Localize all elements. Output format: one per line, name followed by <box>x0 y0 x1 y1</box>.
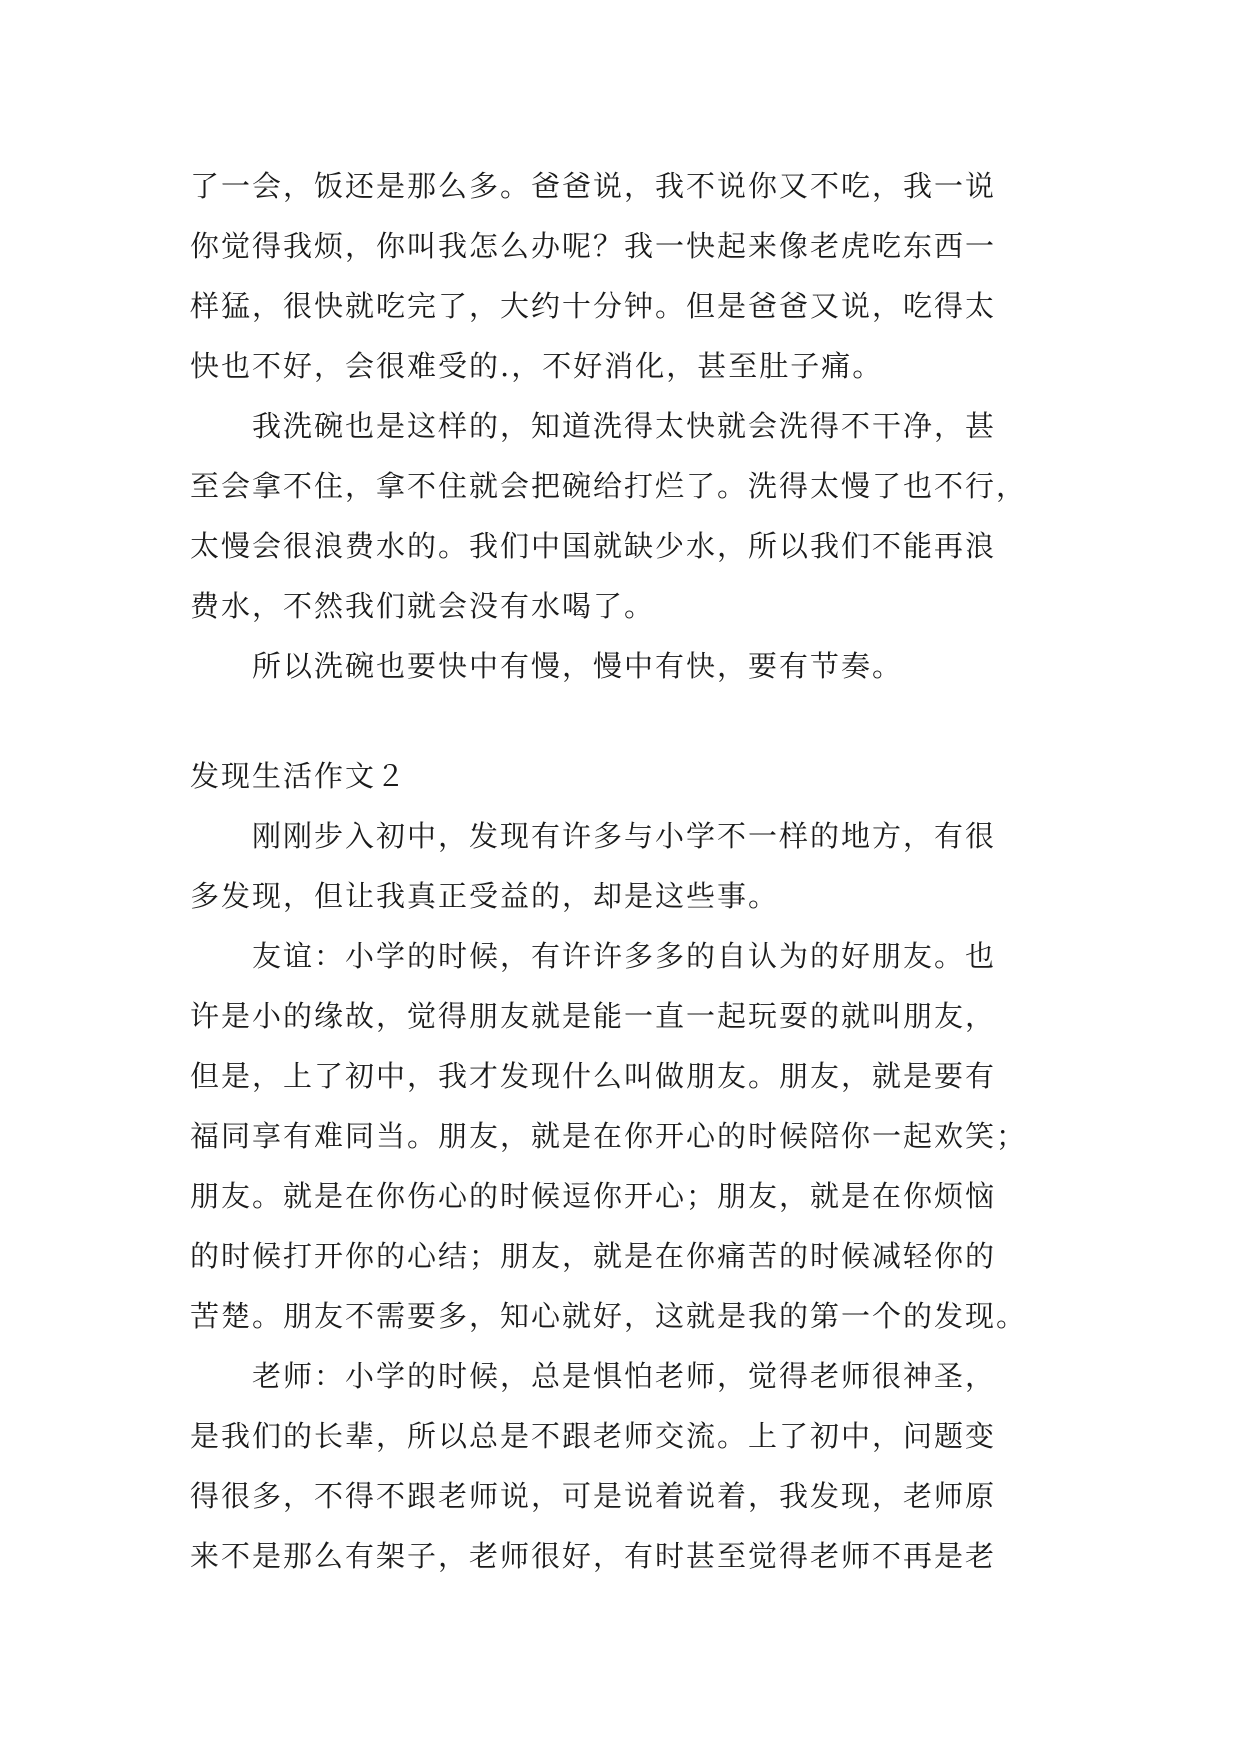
paragraph-line: 老师：小学的时候，总是惧怕老师，觉得老师很神圣， <box>252 1359 997 1393</box>
paragraph-line: 所以洗碗也要快中有慢，慢中有快，要有节奏。 <box>252 649 904 683</box>
paragraph-line: 但是，上了初中，我才发现什么叫做朋友。朋友，就是要有 <box>190 1059 997 1093</box>
paragraph-line: 太慢会很浪费水的。我们中国就缺少水，所以我们不能再浪 <box>190 529 997 563</box>
paragraph-line: 来不是那么有架子，老师很好，有时甚至觉得老师不再是老 <box>190 1539 997 1573</box>
paragraph-line: 多发现，但让我真正受益的，却是这些事。 <box>190 879 780 913</box>
paragraph-line: 福同享有难同当。朋友，就是在你开心的时候陪你一起欢笑； <box>190 1119 1028 1153</box>
paragraph-line: 了一会，饭还是那么多。爸爸说，我不说你又不吃，我一说 <box>190 169 997 203</box>
paragraph-line: 我洗碗也是这样的，知道洗得太快就会洗得不干净，甚 <box>252 409 997 443</box>
paragraph-line: 费水，不然我们就会没有水喝了。 <box>190 589 656 623</box>
paragraph-line: 你觉得我烦，你叫我怎么办呢？我一快起来像老虎吃东西一 <box>190 229 997 263</box>
paragraph-line: 朋友。就是在你伤心的时候逗你开心；朋友，就是在你烦恼 <box>190 1179 997 1213</box>
paragraph-line: 刚刚步入初中，发现有许多与小学不一样的地方，有很 <box>252 819 997 853</box>
paragraph-line: 苦楚。朋友不需要多，知心就好，这就是我的第一个的发现。 <box>190 1299 1028 1333</box>
paragraph-line: 许是小的缘故，觉得朋友就是能一直一起玩耍的就叫朋友， <box>190 999 997 1033</box>
paragraph-line: 友谊：小学的时候，有许许多多的自认为的好朋友。也 <box>252 939 997 973</box>
paragraph-line: 是我们的长辈，所以总是不跟老师交流。上了初中，问题变 <box>190 1419 997 1453</box>
paragraph-line: 得很多，不得不跟老师说，可是说着说着，我发现，老师原 <box>190 1479 997 1513</box>
section-heading: 发现生活作文２ <box>190 759 408 793</box>
paragraph-line: 样猛，很快就吃完了，大约十分钟。但是爸爸又说，吃得太 <box>190 289 997 323</box>
paragraph-line: 快也不好，会很难受的.，不好消化，甚至肚子痛。 <box>190 349 884 383</box>
paragraph-line: 至会拿不住，拿不住就会把碗给打烂了。洗得太慢了也不行， <box>190 469 1028 503</box>
paragraph-line: 的时候打开你的心结；朋友，就是在你痛苦的时候减轻你的 <box>190 1239 997 1273</box>
